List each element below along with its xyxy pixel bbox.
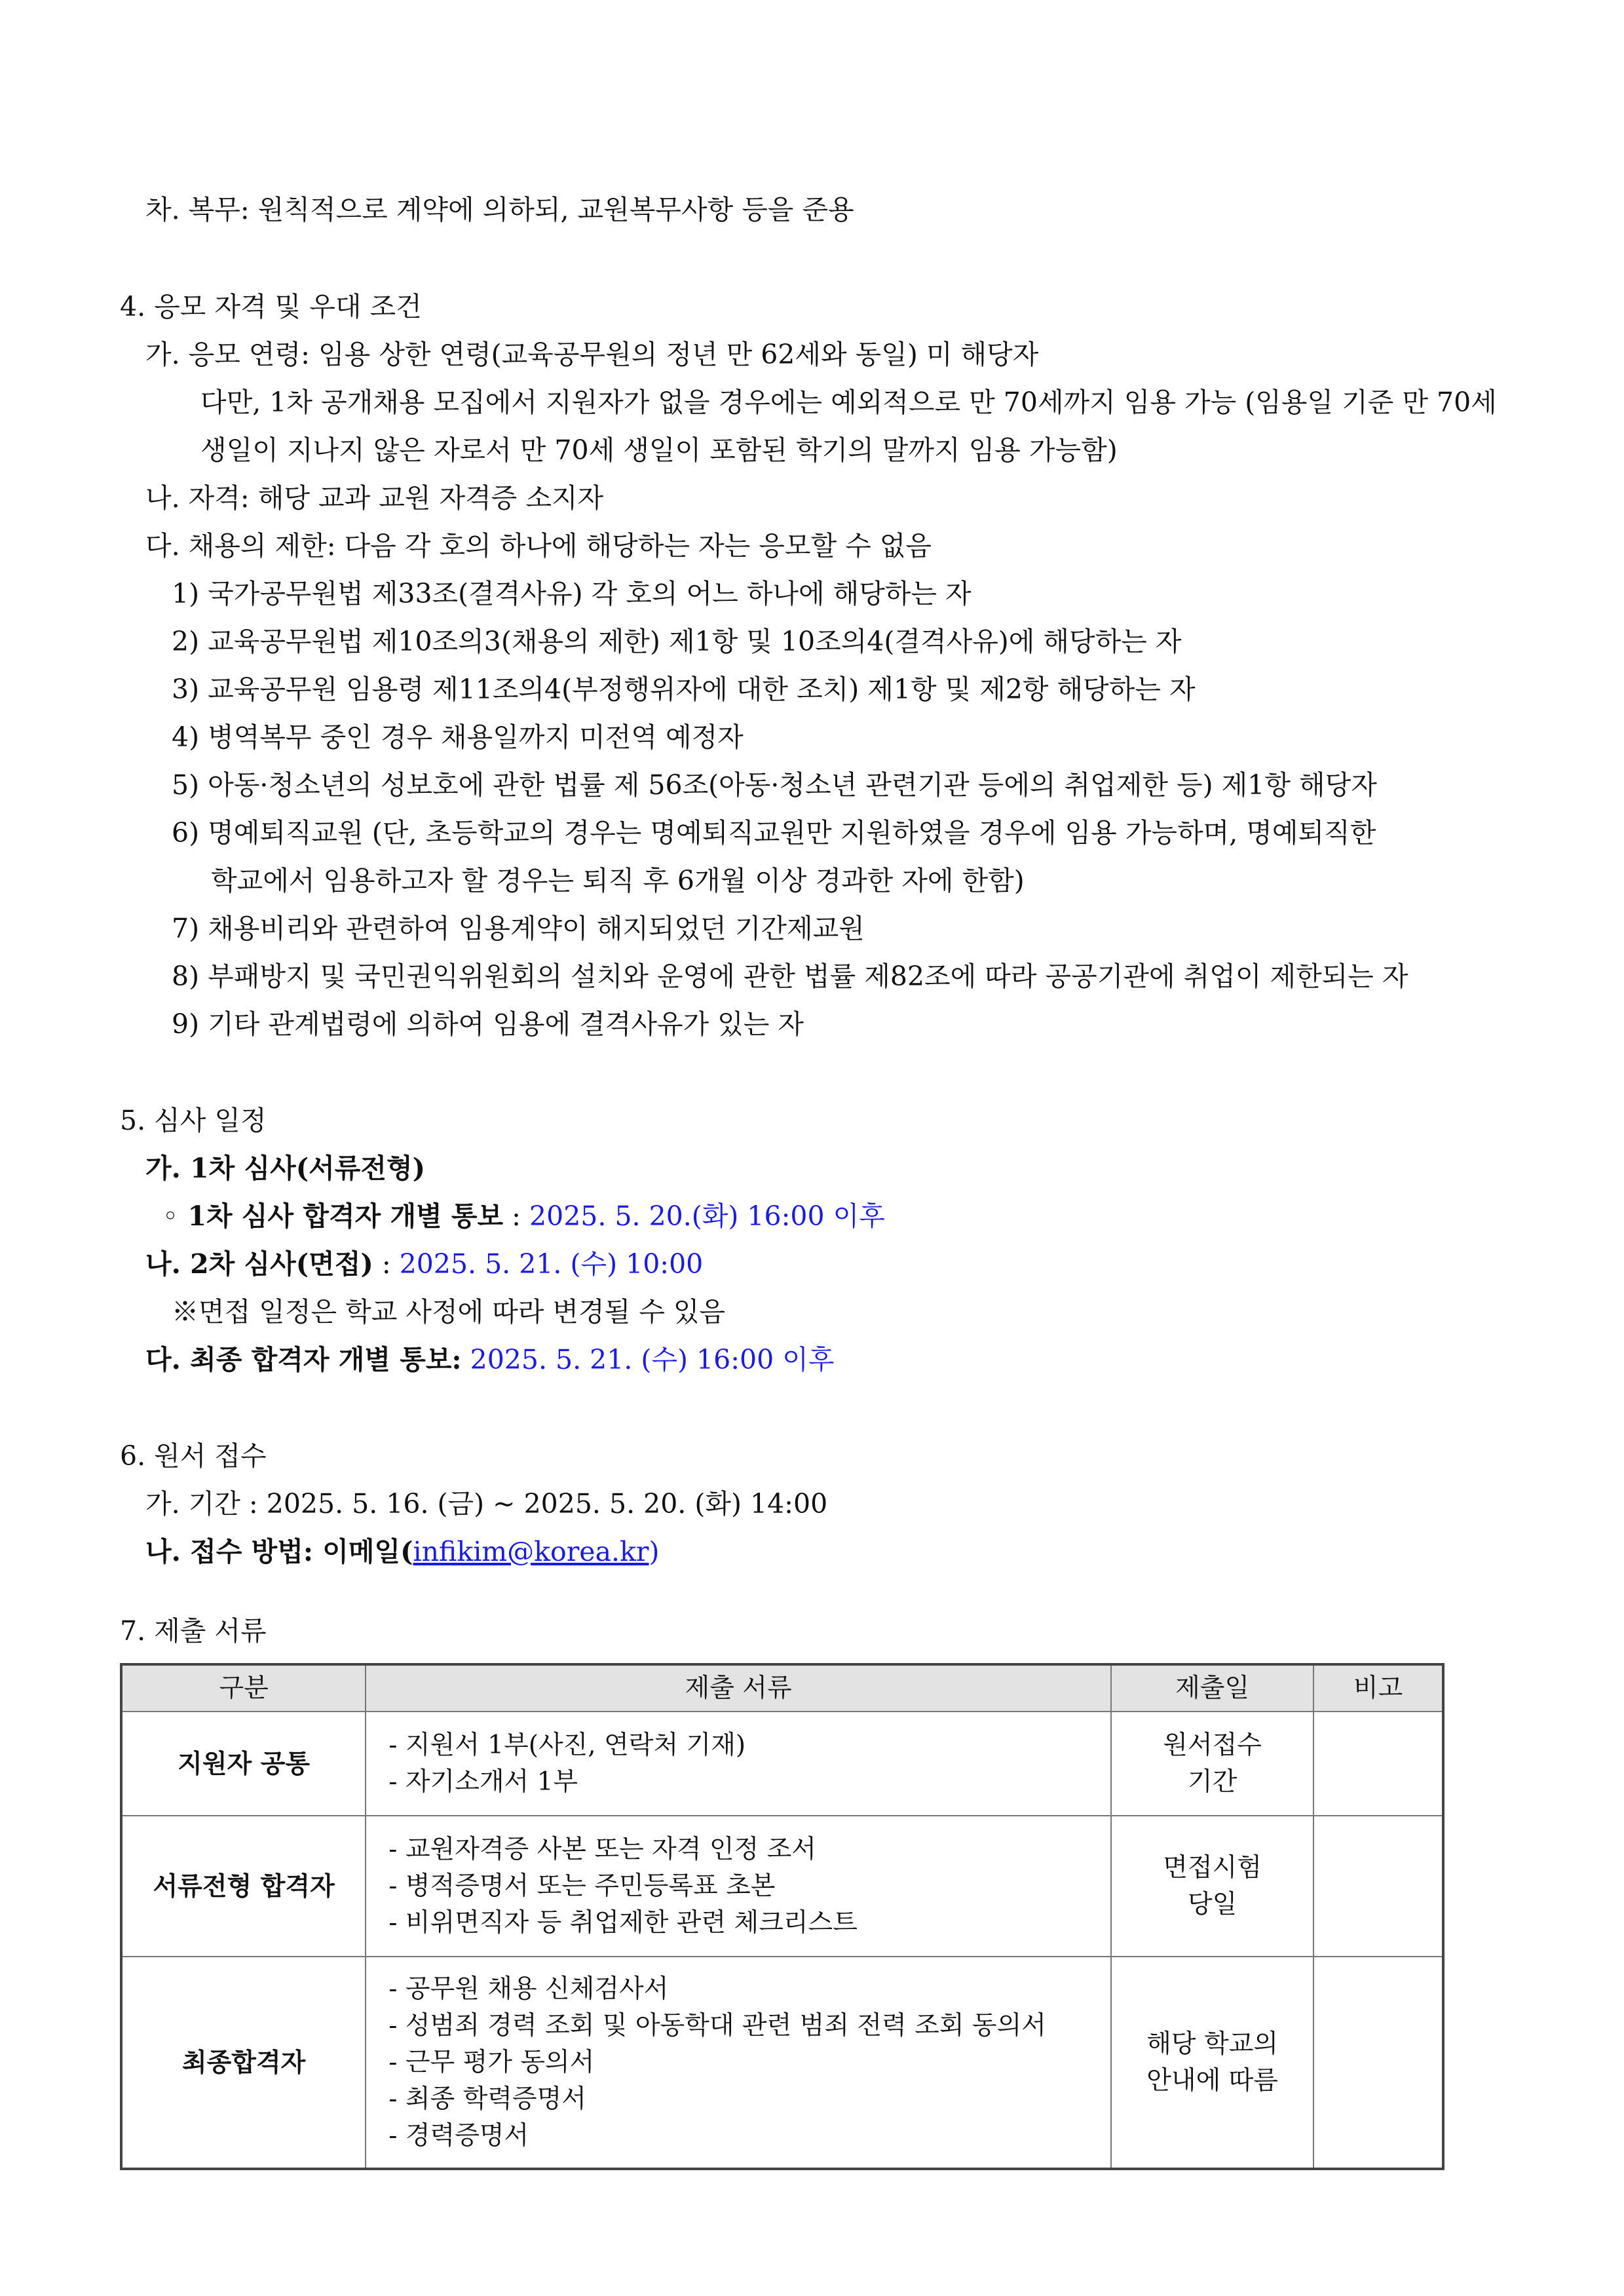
row-date — [1111, 1816, 1313, 1957]
restriction-item-4: 4) 병역복무 중인 경우 채용일까지 미전역 예정자 — [172, 721, 744, 753]
age-exception-line-1: 다만, 1차 공개채용 모집에서 지원자가 없을 경우에는 예외적으로 만 70세까지 임용 가능 (임용일 기준 만 70세 — [200, 387, 1497, 418]
restriction-item-1: 1) 국가공무원법 제33조(결격사유) 각 호의 어느 하나에 해당하는 자 — [172, 578, 972, 609]
close-paren: ) — [649, 1536, 660, 1567]
header-note: 비고 — [1313, 1664, 1443, 1712]
row-category: 서류전형 합격자 — [121, 1816, 366, 1957]
row-category: 최종합격자 — [121, 1957, 366, 2169]
separator: : — [503, 1200, 530, 1232]
document-item: - 병적증명서 또는 주민등록표 초본 — [388, 1871, 776, 1901]
document-item: - 근무 평가 동의서 — [388, 2047, 595, 2077]
restriction-item-6-cont: 학교에서 임용하고자 할 경우는 퇴직 후 6개월 이상 경과한 자에 한함) — [211, 865, 1025, 896]
row-note — [1313, 1712, 1443, 1816]
document-item: - 자기소개서 1부 — [388, 1767, 578, 1797]
date-line: 원서접수 — [1163, 1730, 1262, 1760]
qualification-line: 나. 자격: 해당 교과 교원 자격증 소지자 — [145, 482, 604, 514]
first-review-notice-label: ◦ 1차 심사 합격자 개별 통보 — [162, 1200, 504, 1232]
restriction-item-6: 6) 명예퇴직교원 (단, 초등학교의 경우는 명예퇴직교원만 지원하였을 경우에 임용 가능하며, 명예퇴직한 — [172, 817, 1376, 849]
date-line: 당일 — [1187, 1889, 1237, 1919]
application-method — [145, 1532, 660, 1571]
date-line: 면접시험 — [1163, 1852, 1262, 1883]
application-period: 가. 기간 : 2025. 5. 16. (금) ~ 2025. 5. 20. (화) 14:00 — [145, 1488, 828, 1520]
section-5-heading: 5. 심사 일정 — [120, 1105, 267, 1136]
separator: : — [373, 1248, 400, 1280]
final-notice-date: 2025. 5. 21. (수) 16:00 이후 — [461, 1344, 835, 1375]
section-4-heading: 4. 응모 자격 및 우대 조건 — [120, 291, 422, 322]
row-category: 지원자 공통 — [121, 1712, 366, 1816]
application-method-label: 나. 접수 방법: 이메일( — [145, 1536, 413, 1567]
document-item: - 최종 학력증명서 — [388, 2084, 586, 2114]
document-item: - 교원자격증 사본 또는 자격 인정 조서 — [388, 1834, 816, 1864]
email-link[interactable]: infikim@korea.kr — [413, 1536, 649, 1567]
restriction-line: 다. 채용의 제한: 다음 각 호의 하나에 해당하는 자는 응모할 수 없음 — [145, 530, 932, 562]
age-exception-line-2: 생일이 지나지 않은 자로서 만 70세 생일이 포함된 학기의 말까지 임용 가능함) — [200, 434, 1118, 466]
table-header-row — [121, 1664, 1443, 1712]
document-item: - 비위면직자 등 취업제한 관련 체크리스트 — [388, 1907, 858, 1938]
section-7-heading: 7. 제출 서류 — [120, 1615, 267, 1647]
table-row — [121, 1712, 1443, 1816]
restriction-item-8: 8) 부패방지 및 국민권익위원회의 설치와 운영에 관한 법률 제82조에 따라 공공기관에 취업이 제한되는 자 — [172, 961, 1408, 992]
date-line: 해당 학교의 — [1146, 2029, 1279, 2059]
final-notice-line — [145, 1340, 834, 1379]
first-review-notice — [162, 1196, 885, 1236]
duty-line: 차. 복무: 원칙적으로 계약에 의하되, 교원복무사항 등을 준용 — [145, 194, 854, 225]
interview-date: 2025. 5. 21. (수) 10:00 — [399, 1248, 704, 1280]
table-row — [121, 1957, 1443, 2169]
restriction-item-9: 9) 기타 관계법령에 의하여 임용에 결격사유가 있는 자 — [172, 1008, 804, 1040]
interview-line — [145, 1244, 703, 1284]
header-date: 제출일 — [1111, 1664, 1313, 1712]
document-item: - 공무원 채용 신체검사서 — [388, 1974, 669, 2004]
first-review-heading: 가. 1차 심사(서류전형) — [145, 1153, 425, 1184]
row-date — [1111, 1712, 1313, 1816]
document-item: - 경력증명서 — [388, 2120, 529, 2151]
final-notice-label: 다. 최종 합격자 개별 통보: — [145, 1344, 462, 1375]
documents-table — [120, 1663, 1445, 2170]
first-review-notice-date: 2025. 5. 20.(화) 16:00 이후 — [529, 1200, 885, 1232]
age-line: 가. 응모 연령: 임용 상한 연령(교육공무원의 정년 만 62세와 동일) 미 해당자 — [145, 339, 1039, 370]
interview-note: ※면접 일정은 학교 사정에 따라 변경될 수 있음 — [172, 1296, 726, 1328]
restriction-item-5: 5) 아동·청소년의 성보호에 관한 법률 제 56조(아동·청소년 관련기관 등에의 취업제한 등) 제1항 해당자 — [172, 769, 1377, 801]
date-line: 안내에 따름 — [1146, 2065, 1279, 2095]
restriction-item-7: 7) 채용비리와 관련하여 임용계약이 해지되었던 기간제교원 — [172, 913, 865, 944]
restriction-item-3: 3) 교육공무원 임용령 제11조의4(부정행위자에 대한 조치) 제1항 및 제2항 해당하는 자 — [172, 674, 1196, 705]
document-item: - 성범죄 경력 조회 및 아동학대 관련 범죄 전력 조회 동의서 — [388, 2010, 1046, 2040]
date-line: 기간 — [1187, 1767, 1237, 1797]
restriction-item-2: 2) 교육공무원법 제10조의3(채용의 제한) 제1항 및 10조의4(결격사유)에 해당하는 자 — [172, 626, 1182, 657]
section-6-heading: 6. 원서 접수 — [120, 1440, 267, 1472]
row-documents — [366, 1816, 1111, 1957]
header-documents: 제출 서류 — [366, 1664, 1111, 1712]
row-note — [1313, 1957, 1443, 2169]
interview-label: 나. 2차 심사(면접) — [145, 1248, 373, 1280]
table-row — [121, 1816, 1443, 1957]
row-documents — [366, 1957, 1111, 2169]
document-item: - 지원서 1부(사진, 연락처 기재) — [388, 1730, 746, 1760]
row-documents — [366, 1712, 1111, 1816]
header-category: 구분 — [121, 1664, 366, 1712]
row-date — [1111, 1957, 1313, 2169]
row-note — [1313, 1816, 1443, 1957]
